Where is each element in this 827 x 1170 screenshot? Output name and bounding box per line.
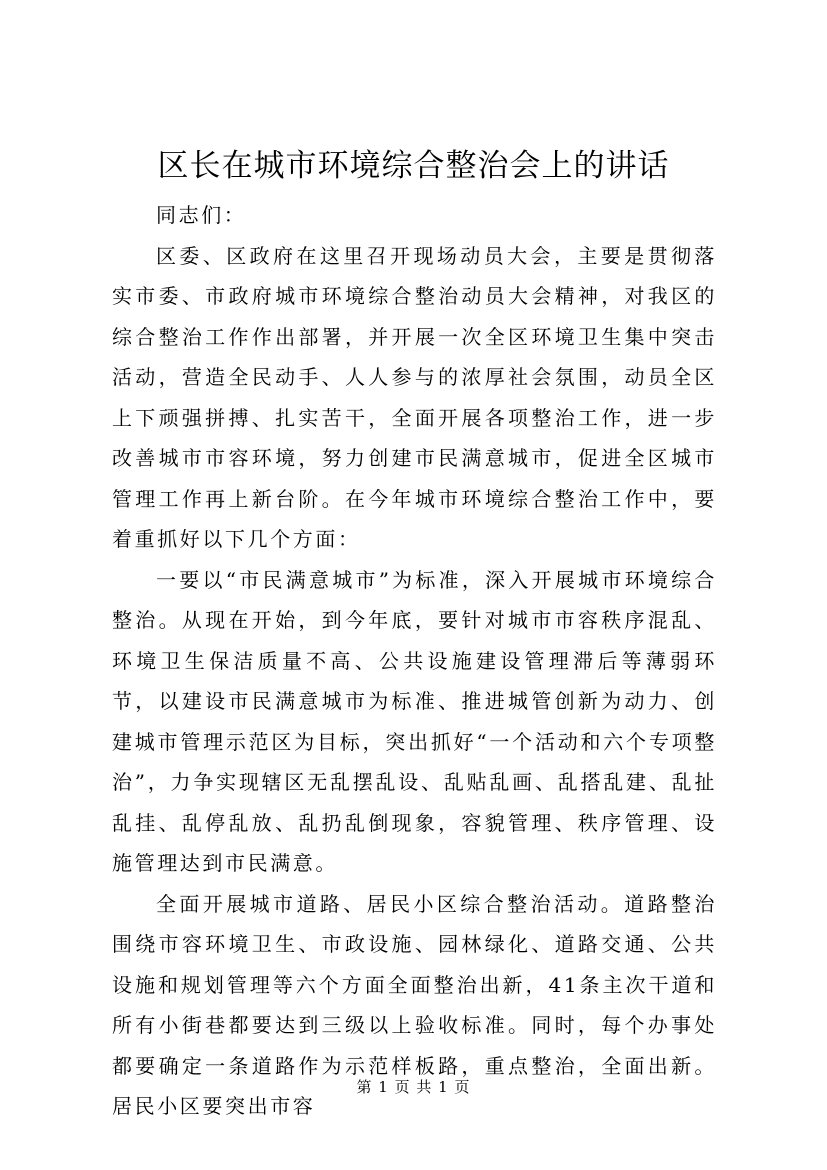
point-one-paragraph: 一要以“市民满意城市”为标准，深入开展城市环境综合整治。从现在开始，到今年底，要针对城市市容秩序混乱、环境卫生保洁质量不高、公共设施建设管理滞后等薄弱环节，以建设市民满意城市为标准、推进城管创新为动力、创建城市管理示范区为目标，突出抓好“一个活动和六个专项整治”，力争实现辖区无乱摆乱设、乱贴乱画、乱搭乱建、乱扯乱挂、乱停乱放、乱扔乱倒现象，容貌管理、秩序管理、设施管理达到市民满意。 <box>112 567 717 875</box>
salutation-paragraph: 同志们： <box>156 203 247 227</box>
road-community-paragraph: 全面开展城市道路、居民小区综合整治活动。道路整治围绕市容环境卫生、市政设施、园林绿化、道路交通、公共设施和规划管理等六个方面全面整治出新，41条主次干道和所有小街巷都要达到三级以上验收标准。同时，每个办事处都要确定一条道路作为示范样板路，重点整治，全面出新。居民小区要突出市容 <box>112 891 717 1118</box>
document-body <box>112 195 717 1127</box>
intro-paragraph: 区委、区政府在这里召开现场动员大会，主要是贯彻落实市委、市政府城市环境综合整治动员大会精神，对我区的综合整治工作作出部署，并开展一次全区环境卫生集中突击活动，营造全民动手、人人参与的浓厚社会氛围，动员全区上下顽强拼搏、扎实苦干，全面开展各项整治工作，进一步改善城市市容环境，努力创建市民满意城市，促进全区城市管理工作再上新台阶。在今年城市环境综合整治工作中，要着重抓好以下几个方面： <box>112 243 717 551</box>
document-title: 区长在城市环境综合整治会上的讲话 <box>157 148 670 184</box>
page-footer: 第 1 页 共 1 页 <box>356 1078 471 1096</box>
